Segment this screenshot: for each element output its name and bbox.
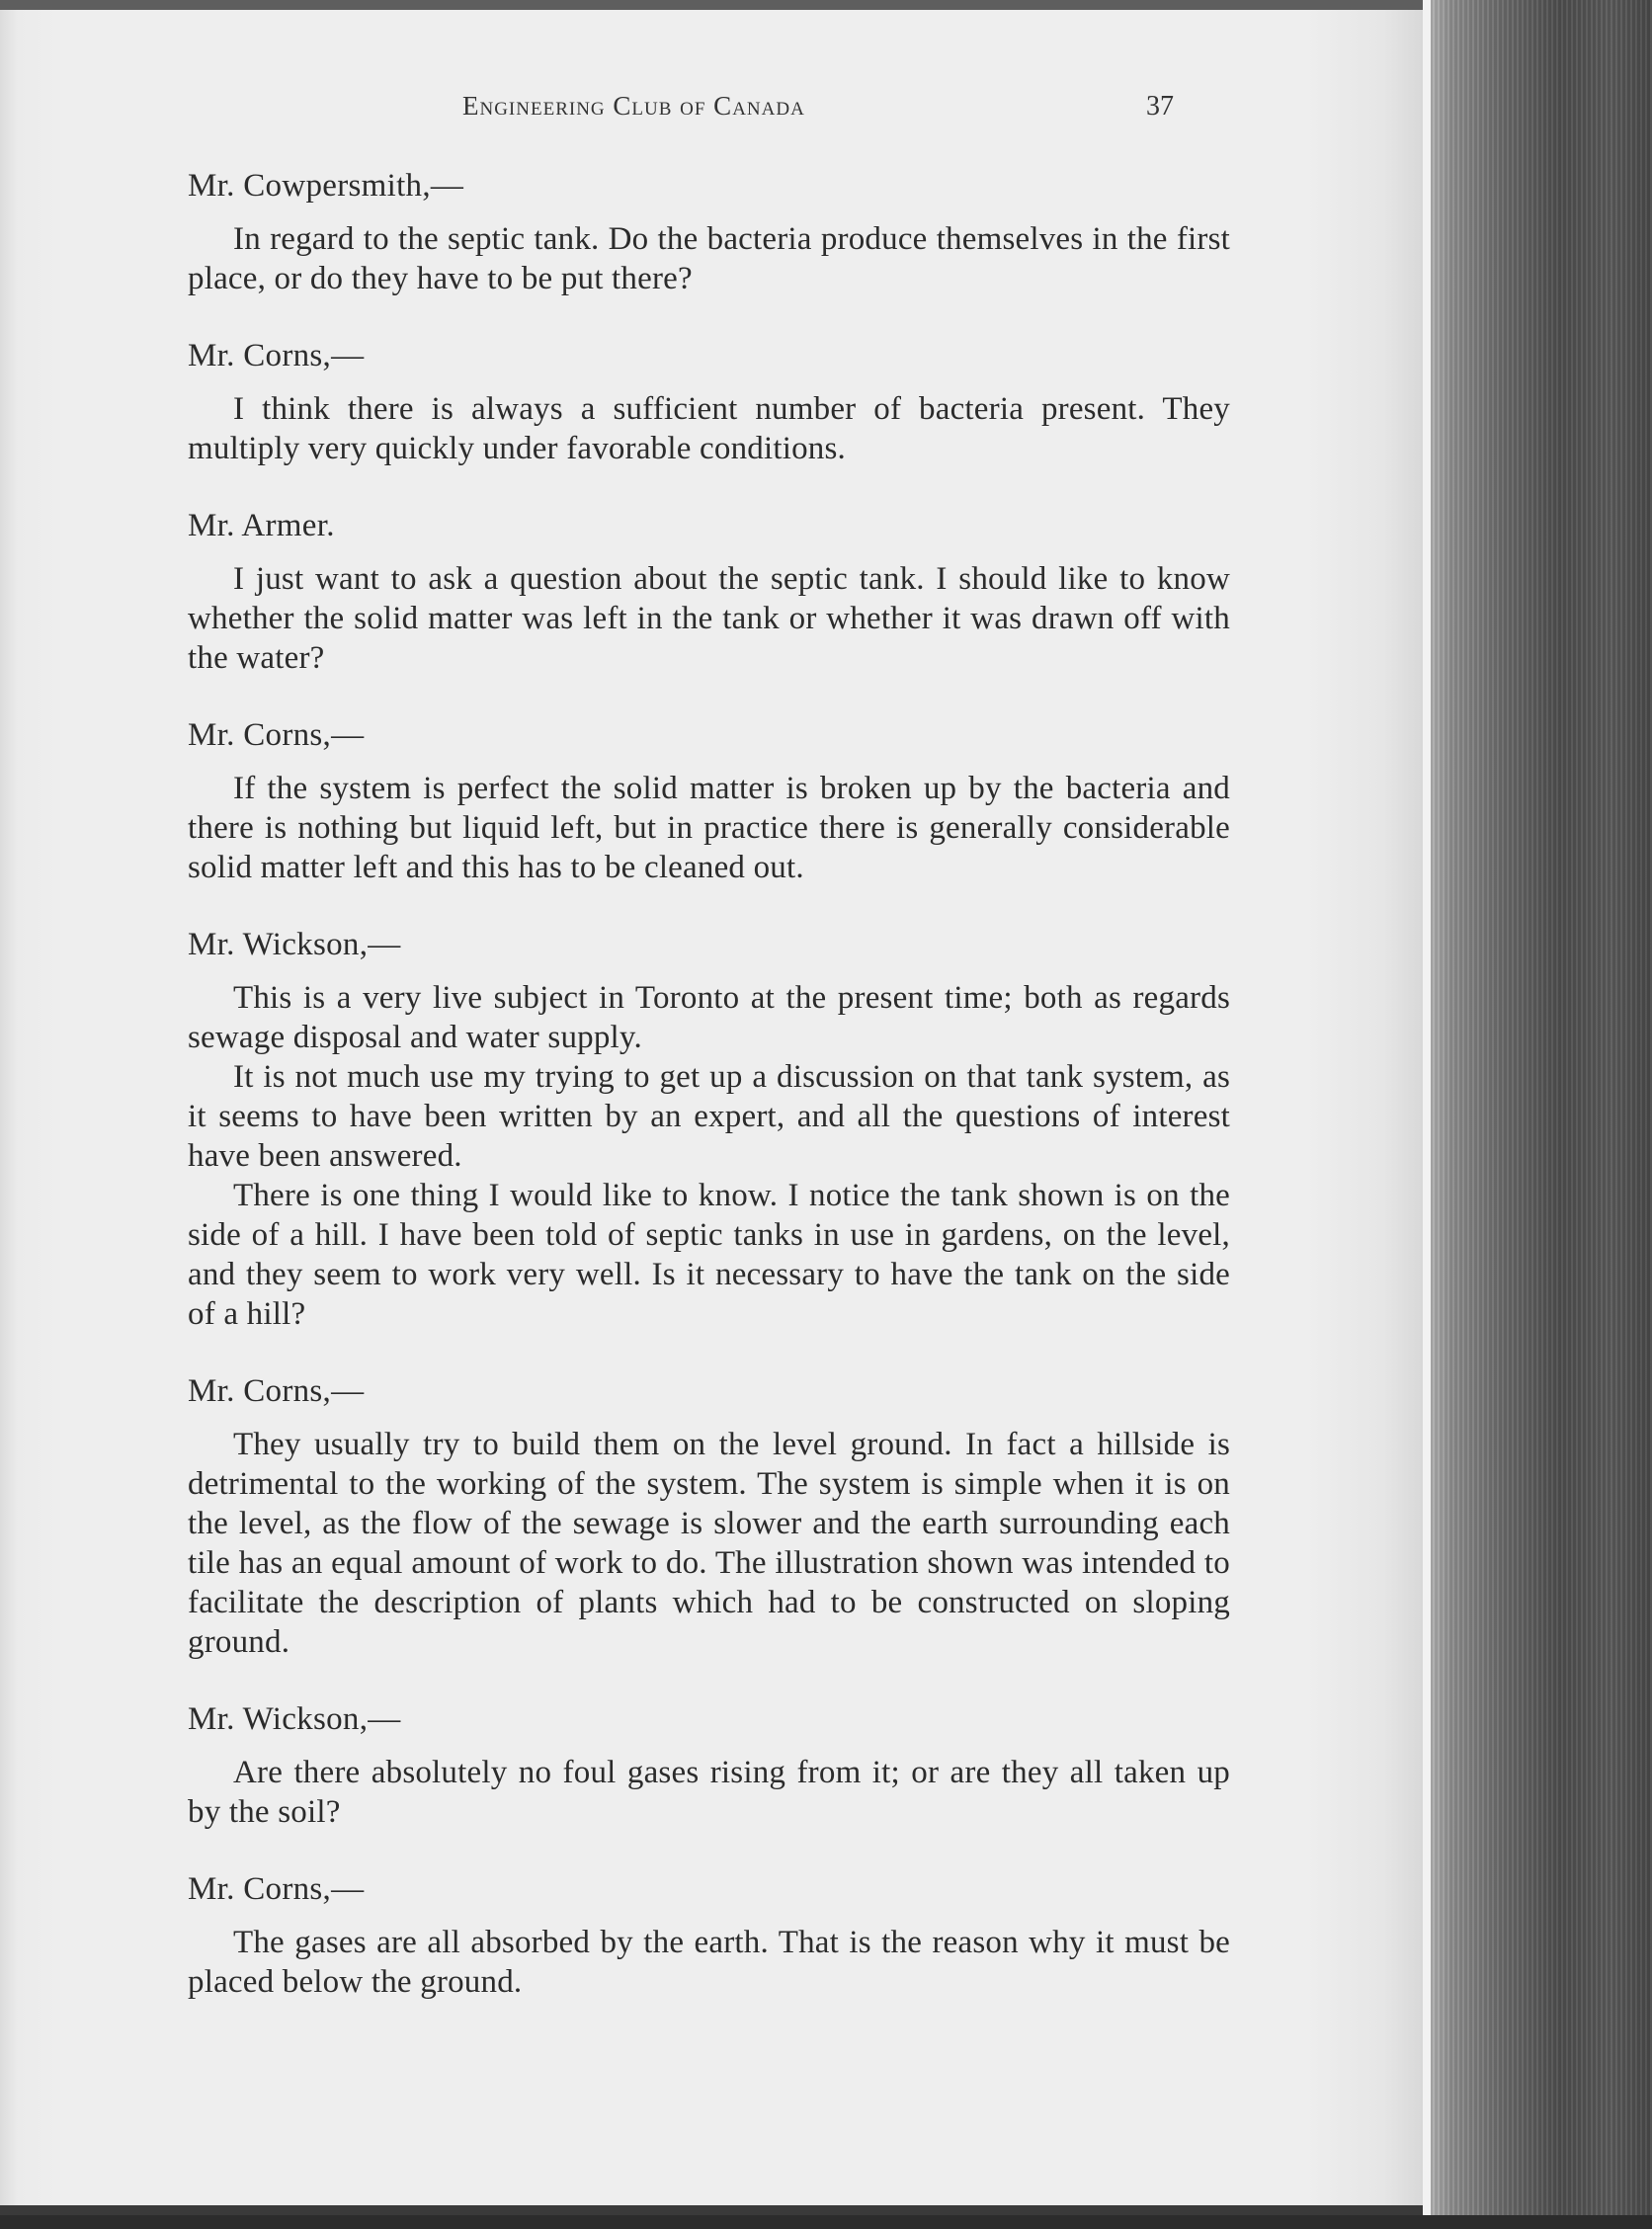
exchange bbox=[188, 1699, 1230, 1832]
speech-paragraph: There is one thing I would like to know. I notice the tank shown is on the side of a hill. I have been told of septic tanks in use in gardens, on the level, and they seem to work very well. Is it necessary to have the tank on the side of a hill? bbox=[188, 1178, 1230, 1332]
speaker-name: Mr. Cowpersmith,— bbox=[188, 168, 464, 204]
speaker-name: Mr. Corns,— bbox=[188, 338, 365, 373]
page-number: 37 bbox=[1146, 91, 1174, 122]
exchange bbox=[188, 715, 1230, 887]
exchange bbox=[188, 336, 1230, 468]
exchange bbox=[188, 1371, 1230, 1662]
transcript bbox=[188, 166, 1230, 2039]
speech-paragraph: In regard to the septic tank. Do the bacteria produce themselves in the first place, or do they have to be put there? bbox=[188, 221, 1230, 296]
speaker-name: Mr. Corns,— bbox=[188, 1871, 365, 1907]
book-spine bbox=[1423, 0, 1652, 2229]
speech-paragraph: Are there absolutely no foul gases rising from it; or are they all taken up by the soil? bbox=[188, 1755, 1230, 1830]
speech-paragraph: The gases are all absorbed by the earth. That is the reason why it must be placed below the ground. bbox=[188, 1925, 1230, 2000]
speech-paragraph: It is not much use my trying to get up a discussion on that tank system, as it seems to have been written by an expert, and all the questions of interest have been answered. bbox=[188, 1059, 1230, 1174]
speaker-name: Mr. Wickson,— bbox=[188, 927, 401, 962]
speech-paragraph: I think there is always a sufficient number of bacteria present. They multiply very quickly under favorable conditions. bbox=[188, 391, 1230, 466]
speech-paragraph: They usually try to build them on the level ground. In fact a hillside is detrimental to the working of the system. The system is simple when it is on the level, as the flow of the sewage is slower and the earth surrounding each tile has an equal amount of work to do. The illustration shown was intended to facilitate the description of plants which had to be constructed on sloping ground. bbox=[188, 1427, 1230, 1660]
speaker-name: Mr. Armer. bbox=[188, 508, 335, 543]
speaker-name: Mr. Corns,— bbox=[188, 1373, 365, 1409]
scan-bottom-border bbox=[0, 2215, 1652, 2229]
exchange bbox=[188, 166, 1230, 298]
speaker-name: Mr. Wickson,— bbox=[188, 1701, 401, 1737]
speaker-name: Mr. Corns,— bbox=[188, 717, 365, 753]
speech-paragraph: If the system is perfect the solid matter is broken up by the bacteria and there is nothing but liquid left, but in practice there is generally considerable solid matter left and this has to be cleaned out. bbox=[188, 771, 1230, 885]
speech-paragraph: This is a very live subject in Toronto at the present time; both as regards sewage disposal and water supply. bbox=[188, 980, 1230, 1055]
exchange bbox=[188, 925, 1230, 1334]
exchange bbox=[188, 506, 1230, 678]
running-head: Engineering Club of Canada bbox=[462, 91, 805, 121]
page-edge bbox=[1423, 0, 1431, 2229]
page-header bbox=[462, 91, 1174, 130]
exchange bbox=[188, 1869, 1230, 2002]
speech-paragraph: I just want to ask a question about the septic tank. I should like to know whether the solid matter was left in the tank or whether it was drawn off with the water? bbox=[188, 561, 1230, 676]
